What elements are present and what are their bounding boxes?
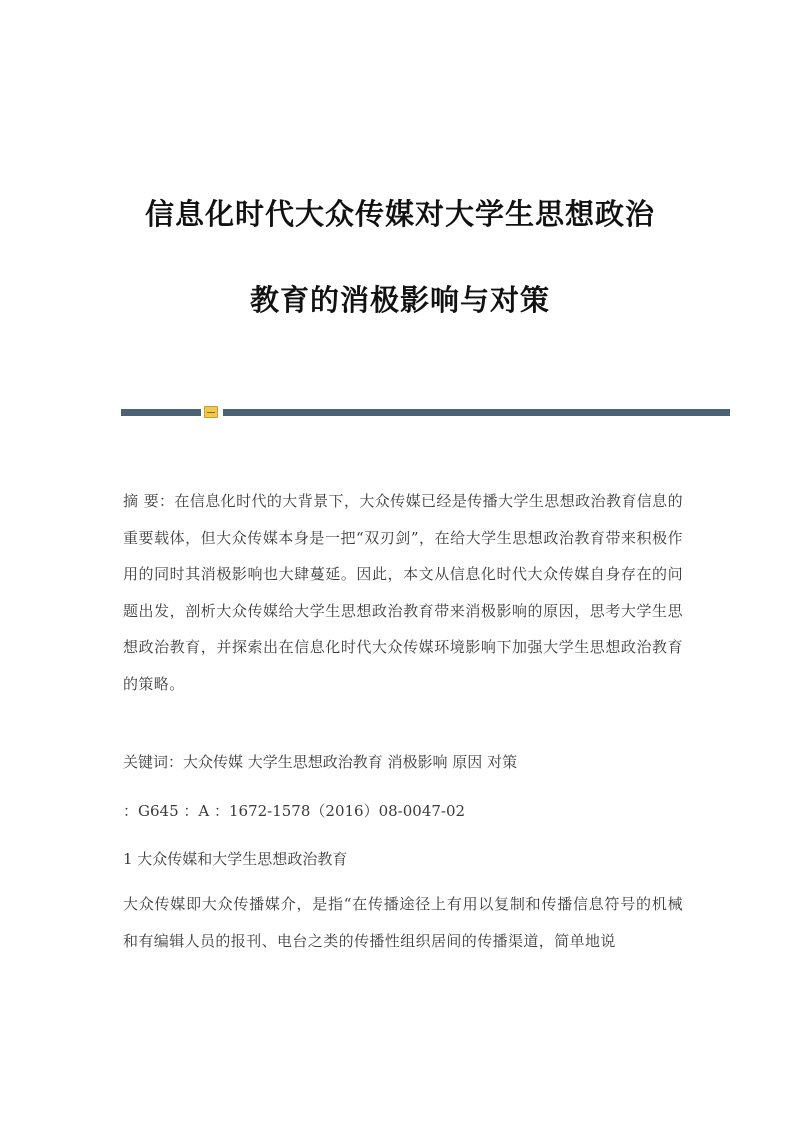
title-divider-right bbox=[223, 409, 730, 416]
section-heading: 1 大众传媒和大学生思想政治教育 bbox=[123, 850, 348, 868]
title-line-2: 教育的消极影响与对策 bbox=[249, 283, 550, 317]
document-emblem-icon bbox=[204, 406, 218, 418]
abstract-paragraph: 摘 要：在信息化时代的大背景下，大众传媒已经是传播大学生思想政治教育信息的重要载体，但大众传媒本身是一把“双刃剑”，在给大学生思想政治教育带来积极作用的同时其消极影响也大肆蔓延。因此，本文从信息化时代大众传媒自身存在的问题出发，剖析大众传媒给大学生思想政治教育带来消极影响的原因，思考大学生思想政治教育，并探索出在信息化时代大众传媒环境影响下加强大学生思想政治教育的策略。 bbox=[123, 492, 683, 693]
title-line-1: 信息化时代大众传媒对大学生思想政治 bbox=[144, 197, 655, 231]
title-divider-left bbox=[121, 409, 201, 416]
keywords-line: 关键词：大众传媒 大学生思想政治教育 消极影响 原因 对策 bbox=[123, 753, 518, 771]
section-paragraph: 大众传媒即大众传播媒介，是指“在传播途径上有用以复制和传播信息符号的机械和有编辑人员的报刊、电台之类的传播性组织居间的传播渠道，简单地说 bbox=[123, 895, 683, 950]
classification-line: ：G645 ：A ：1672-1578（2016）08-0047-02 bbox=[123, 802, 466, 820]
